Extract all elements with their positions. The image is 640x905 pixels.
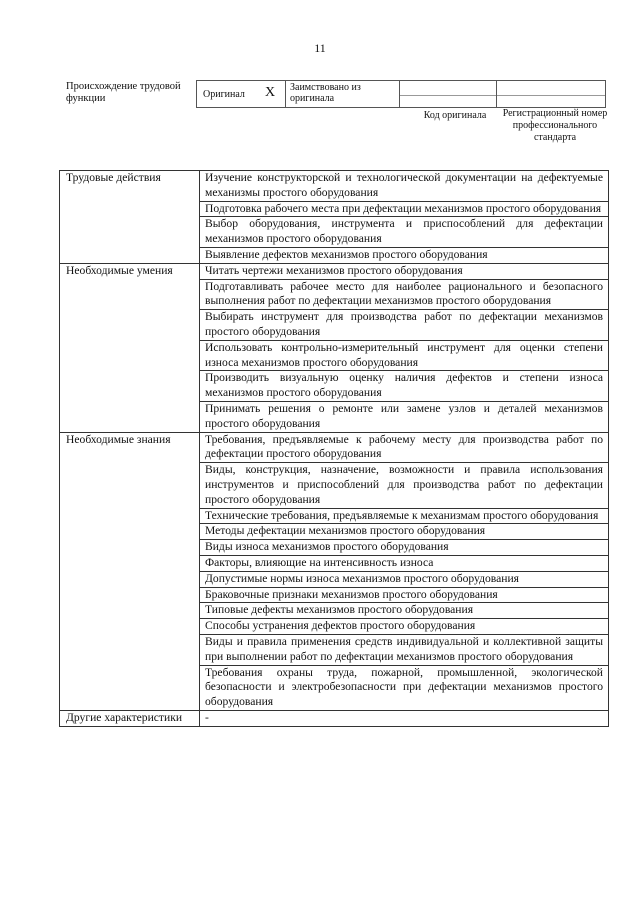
origin-label: Происхождение трудовой функции (66, 81, 181, 104)
page-number: 11 (314, 41, 326, 55)
section-item: Выявление дефектов механизмов простого оборудования (200, 247, 609, 263)
section-item: Использовать контрольно-измерительный инструмент для оценки степени износа механизмов простого оборудования (200, 340, 609, 371)
section-item: Типовые дефекты механизмов простого оборудования (200, 603, 609, 619)
section-header: Необходимые знания (60, 432, 200, 710)
section-item: Выбор оборудования, инструмента и приспособлений для дефектации механизмов простого оборудования (200, 217, 609, 248)
section-item: Виды и правила применения средств индивидуальной и коллективной защиты при выполнении работ по дефектации механизмов простого оборудования (200, 634, 609, 665)
code-cell (400, 80, 497, 108)
original-label: Оригинал (203, 89, 245, 100)
section-item: Подготавливать рабочее место для наиболее рационального и безопасного выполнения работ по дефектации механизмов простого оборудования (200, 279, 609, 310)
original-cell (196, 80, 286, 108)
section-item: Читать чертежи механизмов простого оборудования (200, 263, 609, 279)
origin-box (196, 80, 606, 108)
section-item: Виды износа механизмов простого оборудования (200, 540, 609, 556)
section-item: Методы дефектации механизмов простого оборудования (200, 524, 609, 540)
section-item: Требования охраны труда, пожарной, промышленной, экологической безопасности и электробезопасности при дефектации механизмов простого оборудования (200, 665, 609, 710)
borrowed-cell (285, 80, 400, 108)
section-item: Способы устранения дефектов простого оборудования (200, 619, 609, 635)
function-table (59, 170, 609, 727)
section-item: - (200, 710, 609, 726)
section-header: Трудовые действия (60, 171, 200, 264)
section-header: Необходимые умения (60, 263, 200, 432)
reg-caption: Регистрационный номер профессионального стандарта (502, 108, 608, 143)
section-item: Факторы, влияющие на интенсивность износа (200, 555, 609, 571)
code-caption: Код оригинала (423, 110, 487, 121)
table-row (60, 263, 609, 279)
section-header: Другие характеристики (60, 710, 200, 726)
table-row (60, 432, 609, 463)
section-item: Браковочные признаки механизмов простого оборудования (200, 587, 609, 603)
table-row (60, 710, 609, 726)
section-item: Выбирать инструмент для производства работ по дефектации механизмов простого оборудования (200, 310, 609, 341)
section-item: Производить визуальную оценку наличия дефектов и степени износа механизмов простого оборудования (200, 371, 609, 402)
section-item: Принимать решения о ремонте или замене узлов и деталей механизмов простого оборудования (200, 401, 609, 432)
section-item: Требования, предъявляемые к рабочему месту для производства работ по дефектации простого оборудования (200, 432, 609, 463)
section-item: Изучение конструкторской и технологической документации на дефектуемые механизмы простого оборудования (200, 171, 609, 202)
reg-cell (497, 80, 606, 108)
section-item: Допустимые нормы износа механизмов простого оборудования (200, 571, 609, 587)
section-item: Виды, конструкция, назначение, возможности и правила использования инструментов и приспособлений для производства работ по дефектации простого оборудования (200, 463, 609, 508)
borrowed-label: Заимствовано из оригинала (290, 82, 361, 104)
table-row (60, 171, 609, 202)
section-item: Технические требования, предъявляемые к механизмам простого оборудования (200, 508, 609, 524)
section-item: Подготовка рабочего места при дефектации механизмов простого оборудования (200, 201, 609, 217)
original-mark: X (265, 85, 276, 100)
